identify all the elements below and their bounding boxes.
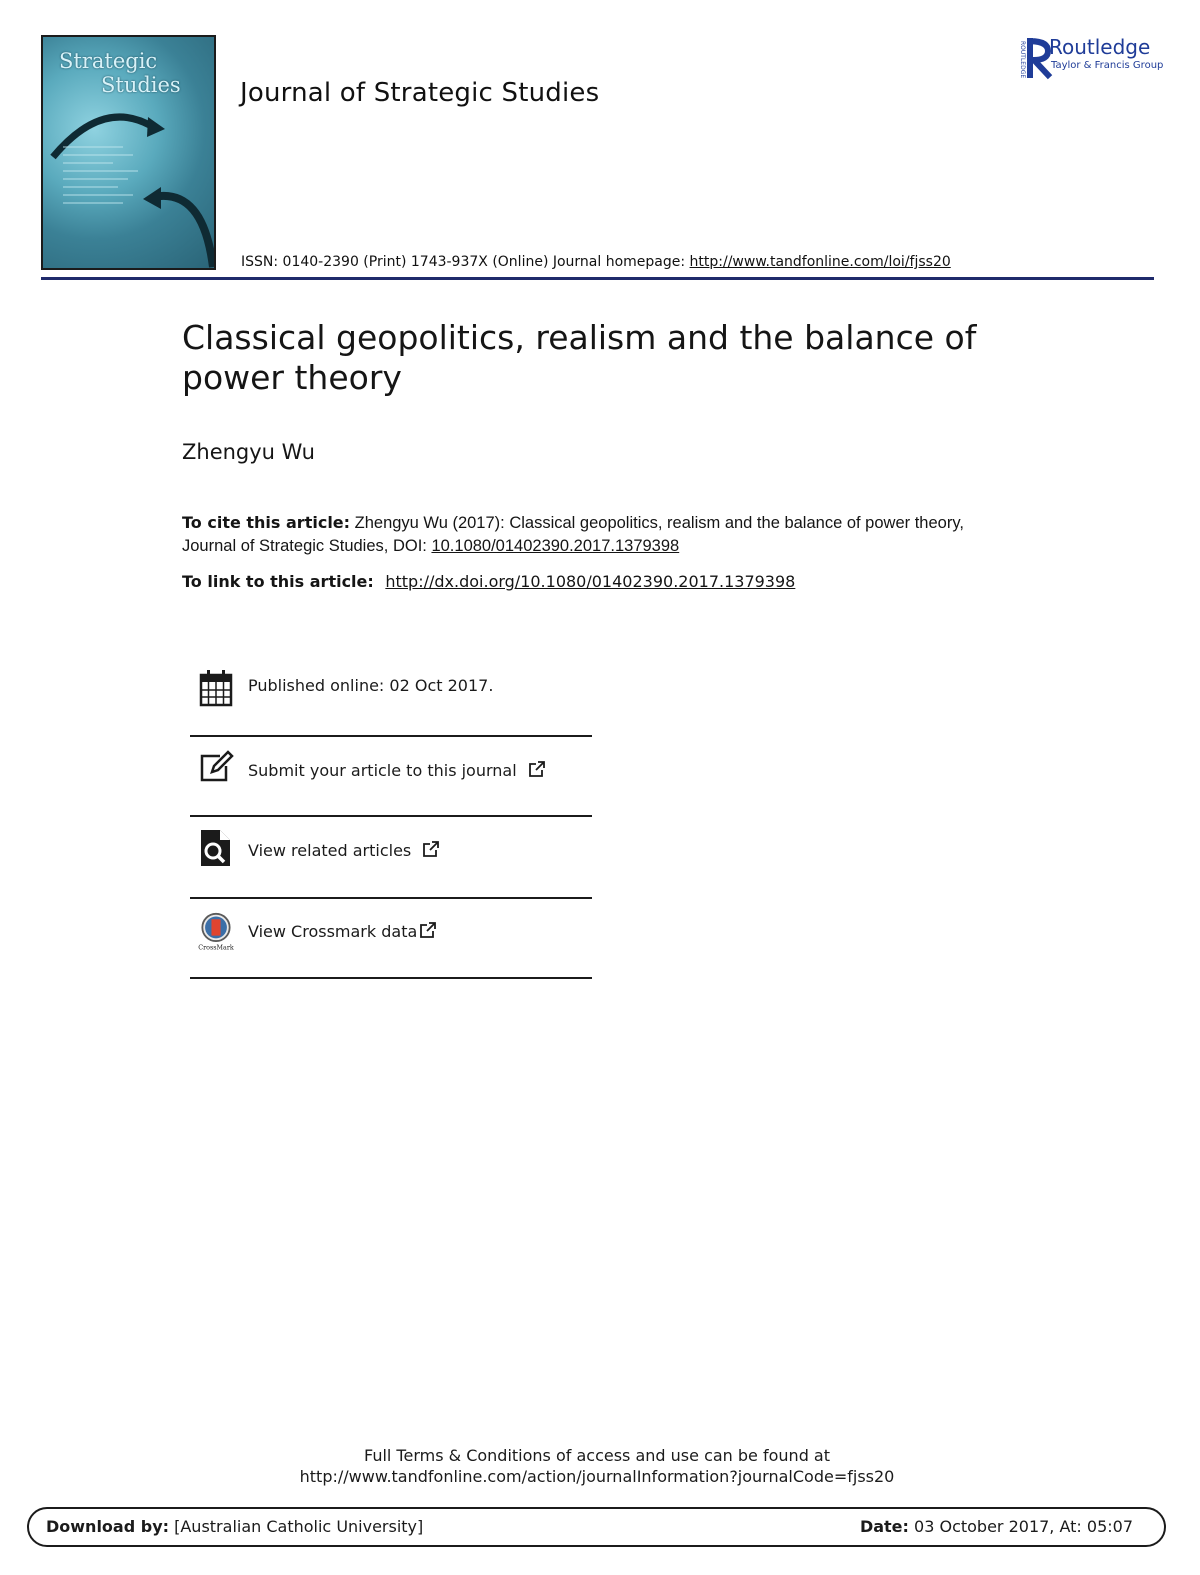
cite-text: Zhengyu Wu (2017): Classical geopolitics, realism and the balance of power theory, Journal of Strategic Studies, DOI: <box>182 514 964 555</box>
related-articles-link[interactable] <box>248 841 439 860</box>
cover-title-line1: Strategic <box>59 49 158 73</box>
edit-icon <box>198 748 234 788</box>
journal-cover-image <box>41 35 216 270</box>
published-online-row <box>190 665 592 745</box>
action-divider <box>190 897 592 899</box>
date-value: 03 October 2017, At: 05:07 <box>908 1517 1133 1536</box>
download-date <box>860 1517 1133 1536</box>
action-divider <box>190 977 592 979</box>
crossmark-text: View Crossmark data <box>248 922 418 941</box>
cite-label: To cite this article: <box>182 513 351 532</box>
calendar-icon <box>198 668 234 708</box>
citation-block <box>182 511 1012 558</box>
article-author: Zhengyu Wu <box>182 440 315 464</box>
date-label: Date: <box>859 1517 909 1536</box>
issn-line <box>241 254 951 270</box>
action-divider <box>190 815 592 817</box>
terms-url[interactable]: http://www.tandfonline.com/action/journalInformation?journalCode=fjss20 <box>299 1467 895 1486</box>
submit-article-link[interactable] <box>248 761 545 780</box>
search-document-icon <box>198 828 234 868</box>
submit-article-row[interactable] <box>190 745 592 825</box>
terms-line1: Full Terms & Conditions of access and use can be found at <box>363 1446 831 1465</box>
action-divider <box>190 735 592 737</box>
crossmark-row[interactable] <box>190 908 592 988</box>
article-doi-url[interactable]: http://dx.doi.org/10.1080/01402390.2017.1379398 <box>385 572 796 591</box>
routledge-vertical-text: ROUTLEDGE <box>1019 41 1026 79</box>
submit-article-text: Submit your article to this journal <box>248 761 517 780</box>
header-divider <box>41 277 1154 280</box>
crossmark-caption: CrossMark <box>198 944 234 952</box>
download-label: Download by: <box>46 1517 170 1536</box>
cite-doi-link[interactable]: 10.1080/01402390.2017.1379398 <box>431 537 680 555</box>
download-by <box>46 1517 423 1536</box>
link-label: To link to this article: <box>182 572 380 591</box>
download-value: [Australian Catholic University] <box>169 1517 424 1536</box>
external-link-icon <box>419 922 436 939</box>
external-link-icon <box>422 841 439 858</box>
terms-notice <box>0 1445 1194 1487</box>
article-title: Classical geopolitics, realism and the balance of power theory <box>182 318 977 397</box>
external-link-icon <box>528 761 545 778</box>
journal-title: Journal of Strategic Studies <box>240 78 600 108</box>
publisher-subtitle: Taylor & Francis Group <box>1051 60 1164 71</box>
related-articles-row[interactable] <box>190 826 592 906</box>
cover-title-line2: Studies <box>101 73 181 97</box>
crossmark-link[interactable] <box>248 922 436 941</box>
cover-title <box>59 49 209 97</box>
article-link-block <box>182 572 795 591</box>
crossmark-icon <box>198 912 234 952</box>
journal-homepage-link[interactable]: http://www.tandfonline.com/loi/fjss20 <box>689 254 951 270</box>
publisher-name: Routledge <box>1049 35 1151 59</box>
issn-text: ISSN: 0140-2390 (Print) 1743-937X (Online) Journal homepage: <box>241 254 690 270</box>
related-articles-text: View related articles <box>248 841 412 860</box>
published-online-text: Published online: 02 Oct 2017. <box>248 676 494 695</box>
